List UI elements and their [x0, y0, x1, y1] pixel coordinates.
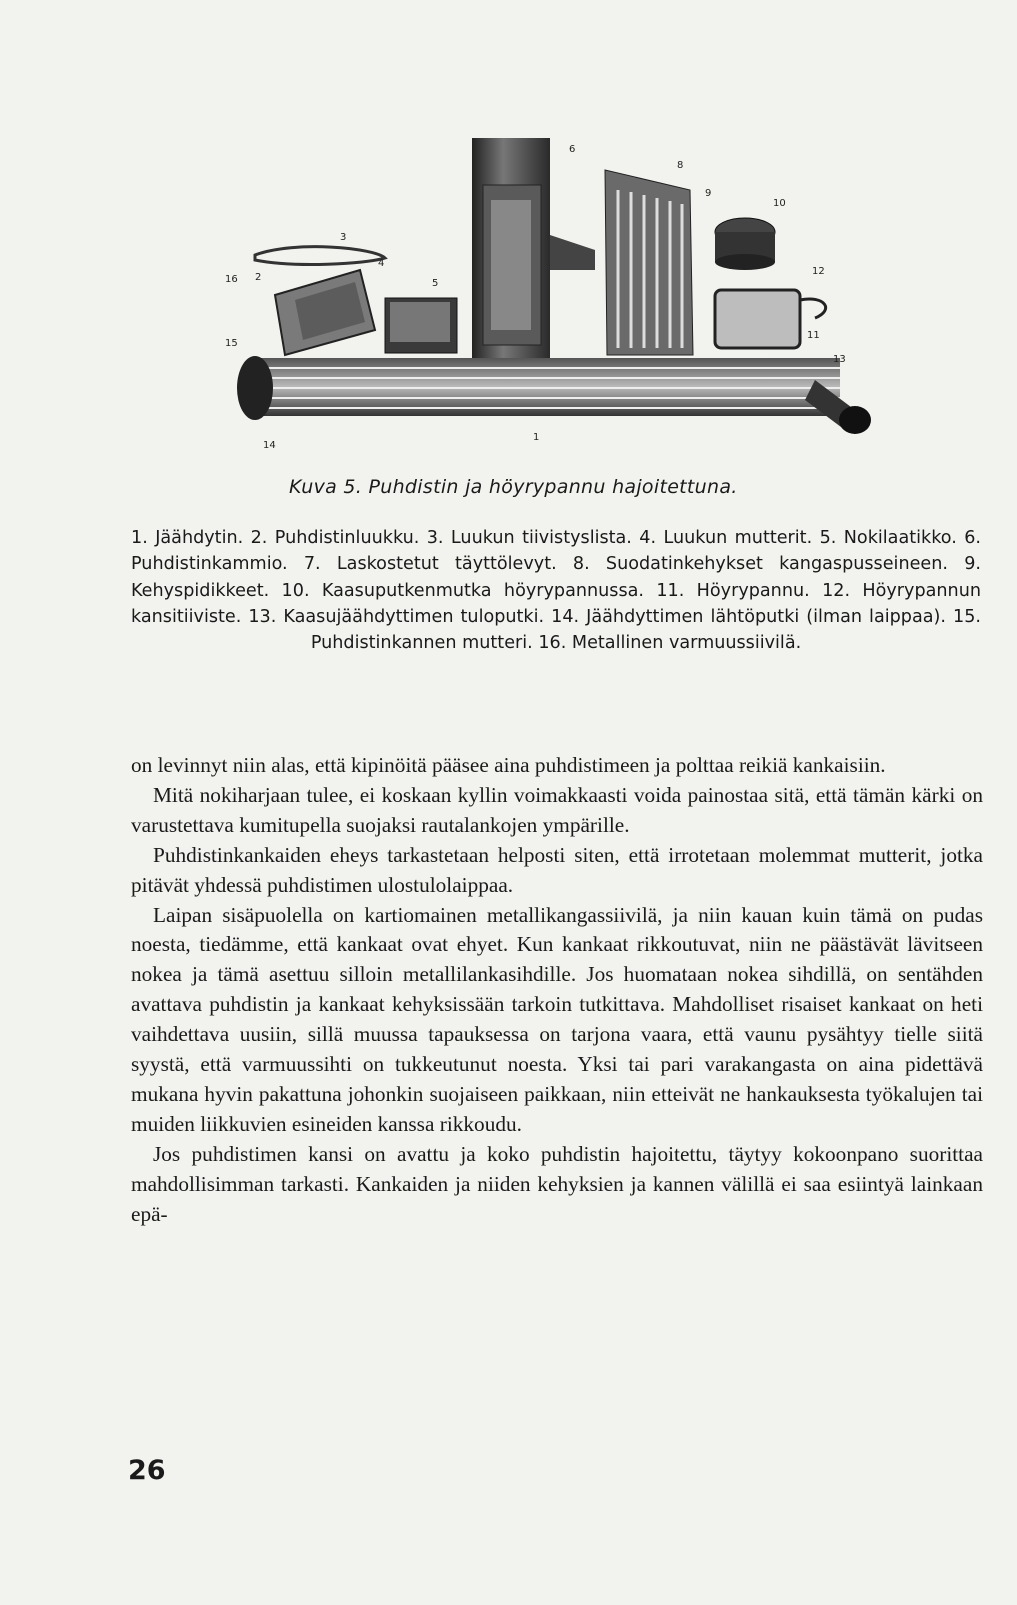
part-label-10: 10 — [773, 198, 786, 209]
part-label-15: 15 — [225, 338, 238, 349]
paragraph: on levinnyt niin alas, että kipinöitä pääsee aina puhdistimeen ja polttaa reikiä kankaisiin. — [131, 753, 886, 777]
body-text — [131, 751, 983, 1230]
cleaner-and-boiler-illustration — [215, 130, 885, 470]
part-label-12: 12 — [812, 266, 825, 277]
gas-pipe-bend — [715, 218, 775, 270]
paragraph: Puhdistinkankaiden eheys tarkastetaan helposti siten, että irrotetaan molemmat mutterit, jotka pitävät yhdessä puhdistimen ulostulolaippaa. — [131, 842, 983, 897]
figure-legend: 1. Jäähdytin. 2. Puhdistinluukku. 3. Luukun tiivistyslista. 4. Luukun mutterit. 5. Nokilaatikko. 6. Puhdistinkammio. 7. Laskostetut täyttölevyt. 8. Suodatinkehykset kangaspusseineen. 9. Kehyspidikkeet. 10. Kaasuputkenmutka höyrypannussa. 11. Höyrypannu. 12. Höyrypannun kansitiiviste. 13. Kaasujäähdyttimen tuloputki. 14. Jäähdyttimen lähtöputki (ilman laippaa). 15. Puhdistinkannen mutteri. 16. Metallinen varmuussiivilä. — [131, 528, 981, 654]
part-label-5: 5 — [432, 278, 439, 289]
part-label-6: 6 — [569, 144, 576, 155]
part-label-3: 3 — [340, 232, 347, 243]
part-label-11: 11 — [807, 330, 820, 341]
paragraph: Jos puhdistimen kansi on avattu ja koko puhdistin hajoitettu, täytyy kokoonpano suorittaa mahdollisimman tarkasti. Kankaiden ja niiden kehyksien ja kannen välillä ei saa esiintyä lainkaan epä- — [131, 1141, 983, 1226]
paragraph: Mitä nokiharjaan tulee, ei koskaan kyllin voimakkaasti voida painostaa sitä, että tämän kärki on varustettava kumitupella suojaksi rautalankojen ympärille. — [131, 782, 983, 837]
soot-box — [385, 298, 457, 353]
paragraph: Laipan sisäpuolella on kartiomainen metallikangassiivilä, ja niin kauan kuin tämä on pudas noesta, tiedämme, että kankaat ovat ehyet. Kun kankaat rikkoutuvat, niin ne päästävät lävitseen nokea ja tämä asettuu silloin metallilankasihdille. Jos huomataan nokea sihdillä, on sentähden avattava puhdistin ja kankaat kehyksissään tarkoin tutkittava. Mahdolliset risaiset kankaat on heti vaihdettava uusiin, sillä muussa tapauksessa on tarjona vaara, että vaunu pysähtyy tielle siitä syystä, että varmuussihti on tukkeutunut noesta. Yksi tai pari varakangasta on aina pidettävä mukana hyvin pakattuna johonkin suojaiseen paikkaan, niin etteivät ne hankauksesta työkalujen tai muiden liikkuvien esineiden kanssa rikkoudu. — [131, 902, 983, 1136]
part-label-16: 16 — [225, 274, 238, 285]
exploded-view-figure — [215, 130, 885, 470]
part-label-14: 14 — [263, 440, 276, 451]
part-label-2: 2 — [255, 272, 262, 283]
part-label-13: 13 — [833, 354, 846, 365]
page-number: 26 — [128, 1455, 166, 1486]
cleaner-chamber — [472, 138, 595, 360]
cleaner-door — [255, 247, 385, 355]
part-label-1: 1 — [533, 432, 540, 443]
figure-caption: Kuva 5. Puhdistin ja höyrypannu hajoitettuna. — [289, 476, 738, 498]
part-label-8: 8 — [677, 160, 684, 171]
filter-frames — [605, 170, 693, 355]
part-label-9: 9 — [705, 188, 712, 199]
radiator — [237, 356, 871, 434]
part-label-4: 4 — [378, 258, 385, 269]
